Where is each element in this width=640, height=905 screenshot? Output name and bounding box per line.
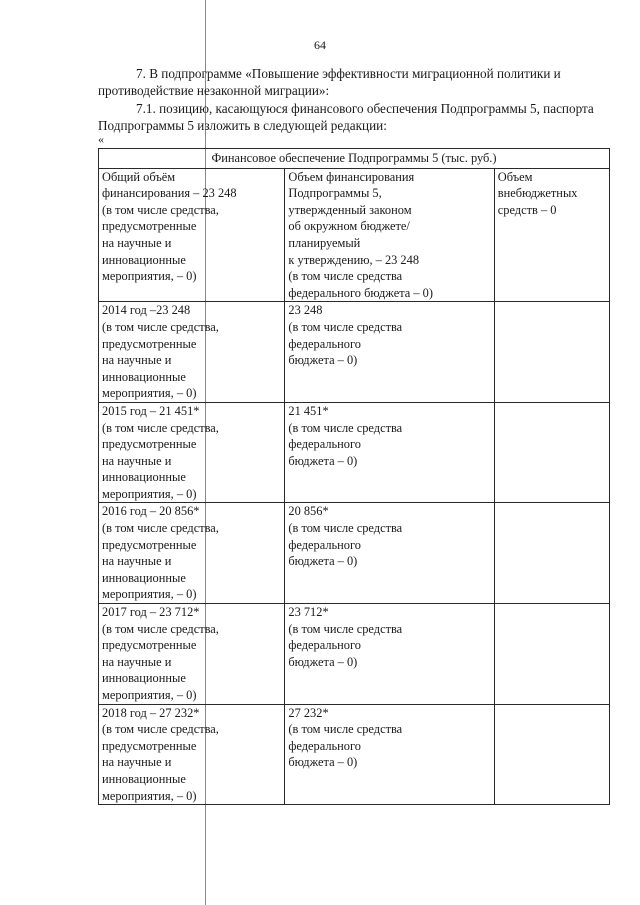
paragraph-7: 7. В подпрограмме «Повышение эффективности миграционной политики и противодействие незаконной миграции»: (98, 66, 561, 98)
opening-quote: « (98, 132, 104, 146)
page-number: 64 (314, 38, 326, 52)
year-2014-extra-cell (494, 302, 609, 403)
extrabudgetary-cell: Объем внебюджетных средств – 0 (494, 168, 609, 302)
financing-table (98, 148, 610, 805)
year-2018-budget-cell: 27 232* (в том числе средства федерального бюджета – 0) (285, 704, 494, 805)
budget-financing-cell: Объем финансирования Подпрограммы 5, утвержденный законом об окружном бюджете/ планируемый к утверждению, – 23 248 (в том числе средства федерального бюджета – 0) (285, 168, 494, 302)
table-row (99, 503, 610, 604)
paragraph-7-1: 7.1. позицию, касающуюся финансового обеспечения Подпрограммы 5, паспорта Подпрограммы 5 изложить в следующей редакции: (98, 101, 594, 133)
year-2017-cell: 2017 год – 23 712* (в том числе средства, предусмотренные на научные и инновационные мероприятия, – 0) (99, 604, 285, 705)
year-2015-extra-cell (494, 402, 609, 503)
table-header: Финансовое обеспечение Подпрограммы 5 (тыс. руб.) (99, 149, 610, 169)
table-row (99, 402, 610, 503)
year-2018-extra-cell (494, 704, 609, 805)
year-2017-extra-cell (494, 604, 609, 705)
year-2017-budget-cell: 23 712* (в том числе средства федерального бюджета – 0) (285, 604, 494, 705)
table-row (99, 302, 610, 403)
total-financing-cell: Общий объём финансирования – 23 248 (в том числе средства, предусмотренные на научные и инновационные мероприятия, – 0) (99, 168, 285, 302)
year-2014-budget-cell: 23 248 (в том числе средства федерального бюджета – 0) (285, 302, 494, 403)
year-2016-cell: 2016 год – 20 856* (в том числе средства, предусмотренные на научные и инновационные мероприятия, – 0) (99, 503, 285, 604)
year-2015-cell: 2015 год – 21 451* (в том числе средства, предусмотренные на научные и инновационные мероприятия, – 0) (99, 402, 285, 503)
table-row (99, 604, 610, 705)
year-2016-budget-cell: 20 856* (в том числе средства федерального бюджета – 0) (285, 503, 494, 604)
table-header-row (99, 149, 610, 169)
year-2016-extra-cell (494, 503, 609, 604)
year-2018-cell: 2018 год – 27 232* (в том числе средства, предусмотренные на научные и инновационные мероприятия, – 0) (99, 704, 285, 805)
table-row (99, 168, 610, 302)
table-row (99, 704, 610, 805)
year-2015-budget-cell: 21 451* (в том числе средства федерального бюджета – 0) (285, 402, 494, 503)
year-2014-cell: 2014 год –23 248 (в том числе средства, предусмотренные на научные и инновационные мероприятия, – 0) (99, 302, 285, 403)
